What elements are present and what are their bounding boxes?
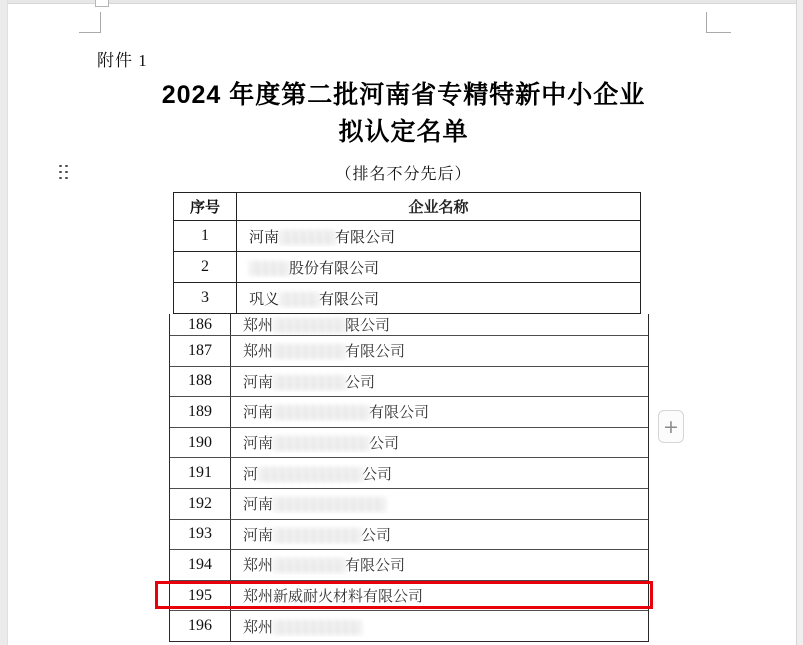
row-number: 1 — [174, 221, 237, 251]
table-row — [170, 488, 648, 519]
company-name: 河南░░░░░░░░░░░公司 — [243, 527, 392, 544]
company-table-top — [173, 192, 641, 314]
table-row — [170, 366, 648, 397]
redacted-text: ░░░░░░░░░░░░░░ — [273, 498, 385, 514]
row-number: 189 — [170, 397, 231, 427]
company-name: 郑州░░░░░░░░░有限公司 — [243, 558, 406, 575]
redacted-text: ░░░░░░░░░ — [273, 559, 345, 575]
table-row — [174, 282, 640, 313]
redacted-text: ░░░░░░░░░ — [273, 375, 345, 391]
redacted-text: ░░░░░░░░░ — [273, 319, 345, 334]
company-name: 河南░░░░░░░░░░░░░░ — [243, 497, 385, 514]
table-row — [170, 549, 648, 580]
row-number: 193 — [170, 520, 231, 550]
company-name: 巩义░░░░░有限公司 — [249, 291, 380, 308]
table-row — [170, 396, 648, 427]
row-number: 186 — [170, 314, 231, 335]
table-row — [174, 220, 640, 251]
left-panel-edge — [0, 0, 8, 645]
table-row — [170, 314, 648, 335]
company-name: 河南░░░░░░░░░░░░有限公司 — [243, 405, 430, 422]
table-row — [170, 580, 648, 611]
title-line-1: 2024 年度第二批河南省专精特新中小企业 — [161, 81, 646, 109]
vertical-scrollbar[interactable] — [796, 0, 803, 645]
text-boundary-mark-topright — [706, 12, 731, 33]
header-no: 序号 — [174, 193, 237, 220]
redacted-text: ░░░░░░░░░░░░ — [273, 406, 369, 422]
text-boundary-mark-topleft — [79, 12, 101, 33]
row-number: 194 — [170, 550, 231, 580]
redacted-text: ░░░░░░░░░░░ — [273, 528, 361, 544]
redacted-text: ░░░░░░░ — [279, 230, 335, 246]
table-row — [170, 427, 648, 458]
redacted-text: ░░░░░░░░░░░ — [273, 620, 361, 636]
row-number: 190 — [170, 428, 231, 458]
toolbar-edge — [8, 0, 796, 4]
redacted-text: ░░░░░ — [249, 261, 289, 277]
company-name: 郑州░░░░░░░░░░░ — [243, 619, 361, 636]
document-title — [97, 77, 710, 151]
company-name: 河南░░░░░░░有限公司 — [249, 229, 396, 246]
table-row — [174, 251, 640, 282]
row-number: 192 — [170, 489, 231, 519]
redacted-text: ░░░░░░░░░░░░ — [273, 437, 369, 453]
table-row — [170, 457, 648, 488]
company-table-bottom — [169, 314, 649, 642]
insert-row-button[interactable]: + — [658, 410, 684, 443]
attachment-label: 附件 1 — [97, 51, 148, 70]
row-number: 3 — [174, 283, 237, 313]
table-header-row — [174, 193, 640, 220]
company-name: 河南░░░░░░░░░公司 — [243, 374, 376, 391]
subtitle: （排名不分先后） — [335, 166, 472, 183]
table-row — [170, 519, 648, 550]
row-number: 188 — [170, 367, 231, 397]
table-row — [170, 335, 648, 366]
company-name: 河░░░░░░░░░░░░░公司 — [243, 466, 392, 483]
company-name: 郑州新威耐火材料有限公司 — [243, 589, 424, 606]
title-line-2: 拟认定名单 — [338, 118, 469, 146]
company-name: ░░░░░股份有限公司 — [249, 260, 380, 277]
row-number: 2 — [174, 252, 237, 282]
row-number: 196 — [170, 611, 231, 641]
redacted-text: ░░░░░ — [279, 292, 320, 308]
redacted-text: ░░░░░░░░░ — [273, 345, 345, 361]
redacted-text: ░░░░░░░░░░░░░ — [258, 467, 362, 483]
clipped-control-fragment — [95, 0, 109, 7]
company-name: 郑州░░░░░░░░░限公司 — [243, 318, 391, 334]
row-number: 195 — [170, 581, 231, 611]
header-name: 企业名称 — [408, 200, 469, 216]
company-name: 河南░░░░░░░░░░░░公司 — [243, 436, 400, 453]
company-name: 郑州░░░░░░░░░有限公司 — [243, 344, 406, 361]
row-number: 187 — [170, 336, 231, 366]
table-row — [170, 610, 648, 641]
drag-handle-icon[interactable] — [57, 163, 70, 181]
row-number: 191 — [170, 458, 231, 488]
